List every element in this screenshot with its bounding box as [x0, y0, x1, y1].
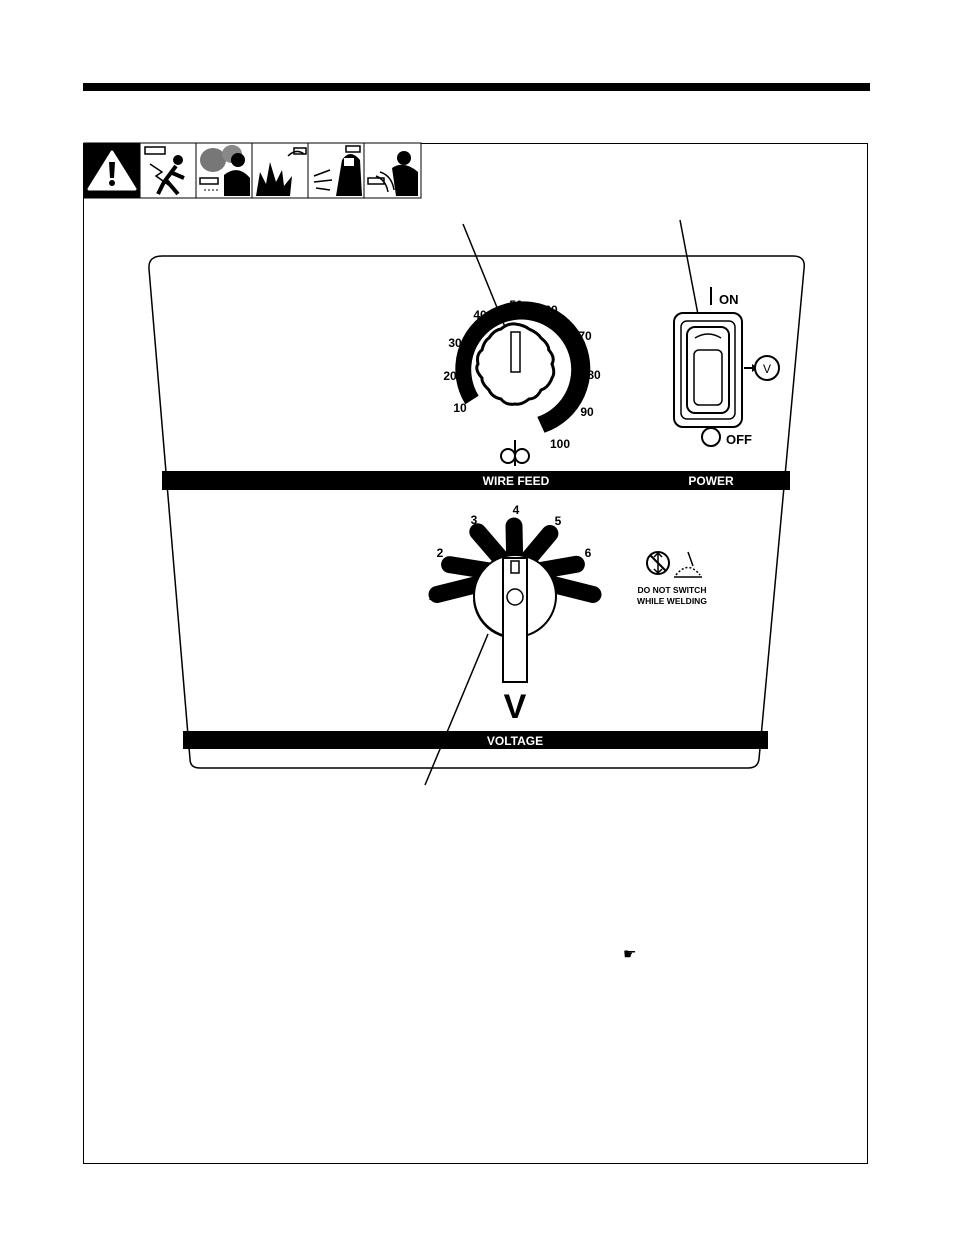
- wire-feed-scale-20: 20: [443, 369, 457, 383]
- voltage-position-5: 5: [554, 514, 562, 528]
- wire-feed-scale-10: 10: [453, 401, 467, 415]
- wire-feed-control: [443, 298, 601, 466]
- caution-line-1: DO NOT SWITCH: [637, 585, 707, 595]
- voltage-knob-leader-line: [425, 634, 488, 785]
- voltage-label-bar: [183, 731, 768, 749]
- warning-icon-strip: [84, 143, 421, 198]
- wire-feed-symbol-icon: [501, 440, 529, 466]
- power-on-label: ON: [719, 292, 739, 307]
- voltage-position-4: 4: [512, 503, 520, 517]
- wire-feed-scale-80: 80: [587, 368, 601, 382]
- no-switch-icon: [647, 552, 669, 574]
- wire-feed-scale-60: 60: [544, 303, 558, 317]
- wire-feed-scale-70: 70: [578, 329, 592, 343]
- welding-arc-icon: [674, 552, 702, 577]
- power-off-label: OFF: [726, 432, 752, 447]
- power-rocker-switch[interactable]: [687, 327, 729, 413]
- voltage-position-1: 1: [428, 589, 436, 603]
- warning-triangle-icon: [84, 143, 140, 198]
- pointing-hand-icon: ☛: [623, 946, 637, 963]
- voltage-control: [429, 503, 602, 726]
- power-switch-leader-line: [680, 220, 700, 325]
- wire-feed-scale-30: 30: [448, 336, 462, 350]
- power-control: [674, 287, 779, 447]
- do-not-switch-warning: [637, 552, 707, 606]
- wire-feed-knob-pointer: [511, 332, 520, 372]
- power-label: POWER: [688, 474, 734, 488]
- voltage-position-6: 6: [584, 546, 592, 560]
- wire-feed-scale-50: 50: [509, 298, 523, 312]
- voltage-position-3: 3: [470, 513, 478, 527]
- off-mark: [702, 428, 720, 446]
- voltage-symbol: V: [503, 688, 527, 726]
- voltage-position-2: 2: [436, 546, 444, 560]
- wire-feed-label: WIRE FEED: [482, 474, 550, 488]
- voltage-output-icon: [744, 356, 779, 380]
- wire-feed-scale-40: 40: [473, 308, 487, 322]
- wire-feed-scale-100: 100: [549, 437, 571, 451]
- voltage-selector-knob[interactable]: [474, 555, 556, 682]
- voltage-position-7: 7: [594, 589, 602, 603]
- caution-line-2: WHILE WELDING: [637, 596, 707, 606]
- voltage-label: VOLTAGE: [486, 734, 544, 748]
- svg-text:V: V: [762, 362, 772, 376]
- wire-feed-scale-90: 90: [580, 405, 594, 419]
